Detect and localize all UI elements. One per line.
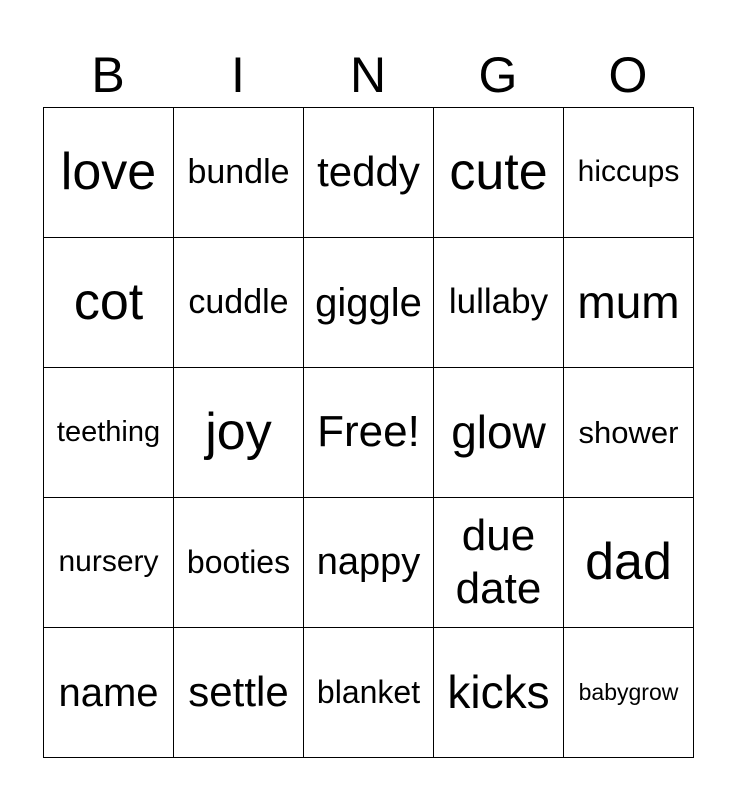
bingo-cell[interactable]: babygrow xyxy=(564,628,694,758)
bingo-cell[interactable]: cot xyxy=(44,238,174,368)
bingo-cell[interactable]: name xyxy=(44,628,174,758)
bingo-cell[interactable]: glow xyxy=(434,368,564,498)
bingo-cell[interactable]: mum xyxy=(564,238,694,368)
bingo-cell[interactable]: dad xyxy=(564,498,694,628)
bingo-cell[interactable]: blanket xyxy=(304,628,434,758)
bingo-board xyxy=(43,107,694,758)
bingo-cell[interactable]: settle xyxy=(174,628,304,758)
bingo-cell[interactable]: booties xyxy=(174,498,304,628)
bingo-header xyxy=(43,44,693,106)
bingo-cell[interactable]: nursery xyxy=(44,498,174,628)
bingo-cell[interactable]: giggle xyxy=(304,238,434,368)
bingo-cell[interactable]: lullaby xyxy=(434,238,564,368)
header-letter-i: I xyxy=(231,47,245,103)
bingo-cell[interactable]: shower xyxy=(564,368,694,498)
bingo-cell[interactable]: cute xyxy=(434,108,564,238)
header-letter-o: O xyxy=(608,47,648,103)
bingo-cell[interactable]: joy xyxy=(174,368,304,498)
bingo-cell[interactable]: love xyxy=(44,108,174,238)
free-space-cell[interactable]: Free! xyxy=(304,368,434,498)
bingo-cell[interactable]: due date xyxy=(434,498,564,628)
bingo-cell[interactable]: hiccups xyxy=(564,108,694,238)
bingo-cell[interactable]: bundle xyxy=(174,108,304,238)
bingo-cell[interactable]: kicks xyxy=(434,628,564,758)
bingo-cell[interactable]: teething xyxy=(44,368,174,498)
bingo-cell[interactable]: cuddle xyxy=(174,238,304,368)
header-letter-g: G xyxy=(478,47,518,103)
bingo-cell[interactable]: teddy xyxy=(304,108,434,238)
bingo-cell[interactable]: nappy xyxy=(304,498,434,628)
header-letter-n: N xyxy=(349,47,387,103)
header-letter-b: B xyxy=(91,47,125,103)
